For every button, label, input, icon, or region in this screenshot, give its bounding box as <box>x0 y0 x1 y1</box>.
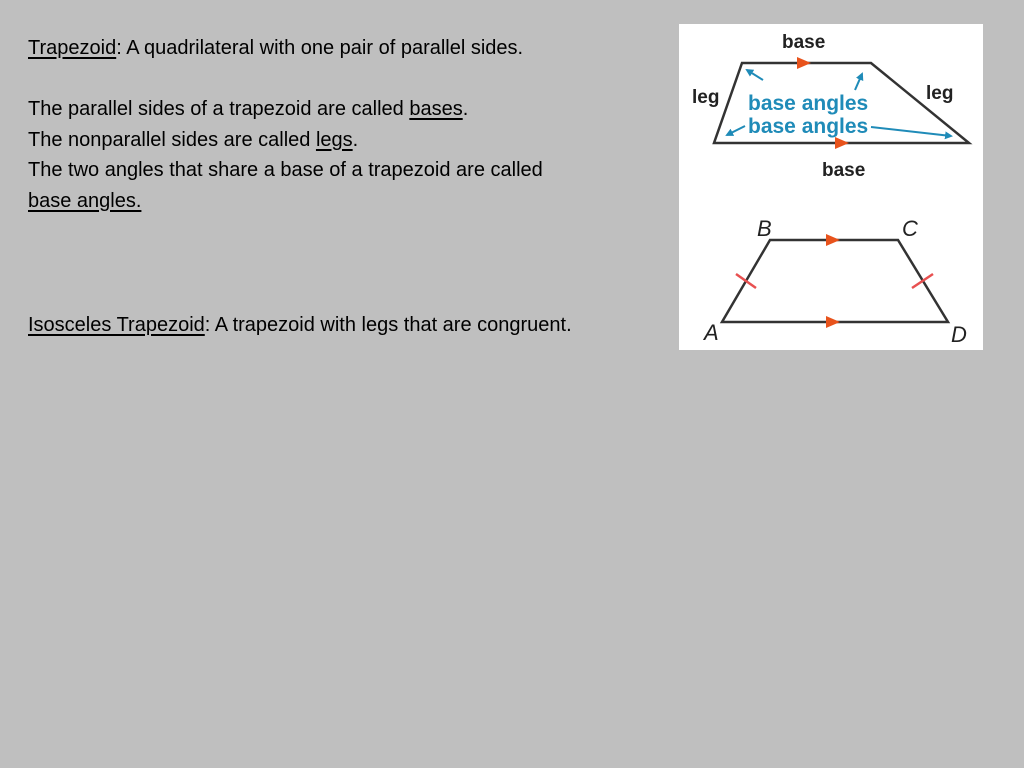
trapezoid-definition <box>28 33 678 64</box>
trapezoid-figure <box>679 24 983 350</box>
bottom-base-arrow <box>835 137 849 149</box>
vertex-a-label: A <box>704 320 719 345</box>
isosceles-definition-text: : A trapezoid with legs that are congruent. <box>204 314 572 336</box>
vertex-b-label: B <box>757 216 772 241</box>
isosceles-trapezoid <box>722 240 948 322</box>
base-angles-line <box>28 155 678 216</box>
trapezoid-term: Trapezoid <box>28 37 117 59</box>
legs-line-suffix: . <box>352 128 359 151</box>
base-angles-label-bottom: base angles <box>748 115 869 138</box>
bases-term: bases <box>409 98 463 120</box>
base-angles-term: base angles. <box>28 189 142 212</box>
vertex-c-label: C <box>902 216 918 241</box>
legs-line-text: The nonparallel sides are called <box>28 128 316 151</box>
bases-line <box>28 94 678 125</box>
legs-line <box>28 125 678 156</box>
top-base-label: base <box>782 32 826 53</box>
angle-pointer-bottom-right <box>871 127 951 136</box>
bc-parallel-arrow <box>826 234 840 246</box>
top-base-arrow <box>797 57 811 69</box>
right-leg-tick <box>912 274 933 288</box>
left-leg-tick <box>736 274 756 288</box>
bases-line-suffix: . <box>462 98 469 120</box>
bottom-base-label: base <box>822 160 866 181</box>
base-angles-line-text: The two angles that share a base of a trapezoid are called <box>28 159 543 181</box>
angle-pointer-top-left <box>747 70 763 80</box>
slide-text <box>28 33 678 341</box>
ad-parallel-arrow <box>826 316 840 328</box>
trapezoid-diagram <box>679 24 983 350</box>
isosceles-term: Isosceles Trapezoid <box>28 314 205 336</box>
left-leg-label: leg <box>692 87 720 108</box>
angle-pointer-top-right <box>855 74 862 90</box>
legs-term: legs <box>315 128 353 151</box>
bases-line-text: The parallel sides of a trapezoid are called <box>28 98 410 120</box>
right-leg-label: leg <box>926 83 954 104</box>
isosceles-definition <box>28 310 678 341</box>
angle-pointer-bottom-left <box>727 126 745 135</box>
base-angles-label-top: base angles <box>748 92 869 115</box>
trapezoid-definition-text: : A quadrilateral with one pair of parallel sides. <box>116 37 524 59</box>
vertex-d-label: D <box>951 322 967 347</box>
